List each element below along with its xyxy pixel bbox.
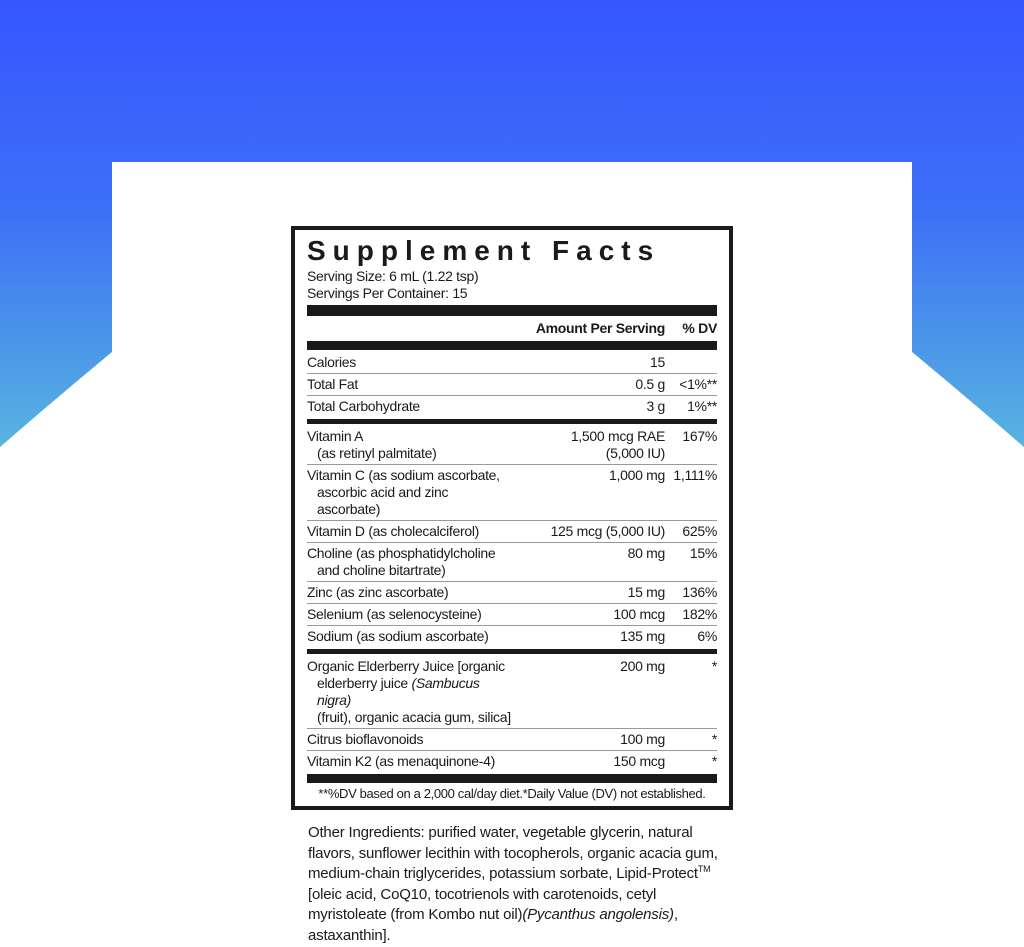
- table-row: [307, 426, 717, 465]
- nutrient-name: Vitamin C (as sodium ascorbate,: [307, 467, 500, 483]
- nutrient-dv: 136%: [682, 584, 717, 600]
- nutrient-name: Sodium (as sodium ascorbate): [307, 628, 489, 644]
- ingredients-text: [oleic acid, CoQ10, tocotrienols with carotenoids, cetyl myristoleate (from Kombo nut oil): [308, 885, 657, 924]
- nutrient-dv: 1%**: [687, 398, 717, 414]
- nutrient-amount: 125 mcg (5,000 IU): [550, 523, 665, 539]
- divider: [307, 774, 717, 783]
- table-row: [307, 374, 717, 396]
- table-row: [307, 396, 717, 417]
- header-row: [307, 318, 717, 339]
- nutrient-dv: <1%**: [679, 376, 717, 392]
- nutrient-amount: 200 mg: [620, 658, 665, 674]
- table-row: [307, 604, 717, 626]
- table-row: [307, 543, 717, 582]
- nutrient-amount-iu: (5,000 IU): [605, 445, 665, 461]
- nutrient-dv: 15%: [689, 545, 717, 561]
- dv-header: % DV: [682, 320, 717, 336]
- nutrient-amount: 15 mg: [627, 584, 665, 600]
- nutrient-source: elderberry juice: [317, 675, 412, 691]
- nutrient-name: Zinc (as zinc ascorbate): [307, 584, 449, 600]
- nutrient-dv: *: [711, 753, 717, 769]
- table-row: [307, 582, 717, 604]
- divider: [307, 305, 717, 316]
- nutrient-source: ascorbic acid and zinc ascorbate): [317, 484, 449, 517]
- supplement-facts-panel: [291, 226, 733, 810]
- nutrient-amount: 1,000 mg: [609, 467, 665, 483]
- nutrient-name: Citrus bioflavonoids: [307, 731, 424, 747]
- divider: [307, 649, 717, 654]
- nutrient-dv: 6%: [697, 628, 717, 644]
- nutrient-name: Calories: [307, 354, 356, 370]
- latin-name: (Sambucus nigra): [317, 675, 480, 708]
- latin-name: (Pycanthus angolensis): [522, 906, 674, 924]
- table-row: [307, 626, 717, 647]
- nutrient-source: (fruit), organic acacia gum, silica]: [317, 709, 511, 725]
- nutrient-dv: [665, 354, 717, 371]
- nutrient-name: Total Carbohydrate: [307, 398, 420, 414]
- trademark: TM: [697, 864, 711, 875]
- nutrient-amount: 150 mcg: [613, 753, 665, 769]
- nutrient-amount: 1,500 mcg RAE: [570, 428, 665, 444]
- nutrient-name: Vitamin A: [307, 428, 364, 444]
- nutrient-amount: 100 mg: [620, 731, 665, 747]
- nutrient-dv: *: [711, 658, 717, 674]
- facts-title: Supplement Facts: [307, 235, 661, 266]
- nutrient-amount: 3 g: [646, 398, 665, 414]
- label-column: [291, 226, 733, 947]
- nutrient-amount: 80 mg: [627, 545, 665, 561]
- nutrient-dv: 167%: [682, 428, 717, 444]
- nutrient-name: Organic Elderberry Juice [organic: [307, 658, 505, 674]
- nutrient-dv: 1,111%: [673, 467, 717, 483]
- other-ingredients: [291, 823, 733, 947]
- nutrient-amount: 15: [650, 354, 665, 370]
- table-row: [307, 465, 717, 521]
- nutrient-name: Selenium (as selenocysteine): [307, 606, 482, 622]
- nutrient-dv: *: [711, 731, 717, 747]
- nutrient-source: (as retinyl palmitate): [317, 445, 437, 461]
- nutrient-amount: 0.5 g: [635, 376, 665, 392]
- ingredients-text: , astaxanthin].: [308, 906, 678, 944]
- footnote: **%DV based on a 2,000 cal/day diet.*Daily Value (DV) not established.: [318, 786, 706, 801]
- nutrient-name: Total Fat: [307, 376, 358, 392]
- divider: [307, 419, 717, 424]
- ingredients-text: Other Ingredients: purified water, vegetable glycerin, natural flavors, sunflower lecithin with tocopherols, organic acacia gum, medium-chain triglycerides, potassium sorbate, Lipid-Protect: [308, 824, 718, 883]
- nutrient-name: Vitamin K2 (as menaquinone-4): [307, 753, 495, 769]
- serving-size: Serving Size: 6 mL (1.22 tsp): [307, 268, 479, 284]
- nutrient-amount: 100 mcg: [613, 606, 665, 622]
- table-row: [307, 656, 717, 729]
- divider: [307, 341, 717, 350]
- nutrient-name: Vitamin D (as cholecalciferol): [307, 523, 480, 539]
- servings-per-container: Servings Per Container: 15: [307, 285, 468, 301]
- table-row: [307, 751, 717, 772]
- nutrient-source: and choline bitartrate): [317, 562, 446, 578]
- nutrient-name: Choline (as phosphatidylcholine: [307, 545, 496, 561]
- nutrient-amount: 135 mg: [620, 628, 665, 644]
- table-row: [307, 352, 717, 374]
- nutrient-dv: 625%: [682, 523, 717, 539]
- amount-header: Amount Per Serving: [535, 320, 665, 336]
- nutrient-dv: 182%: [682, 606, 717, 622]
- table-row: [307, 729, 717, 751]
- table-row: [307, 521, 717, 543]
